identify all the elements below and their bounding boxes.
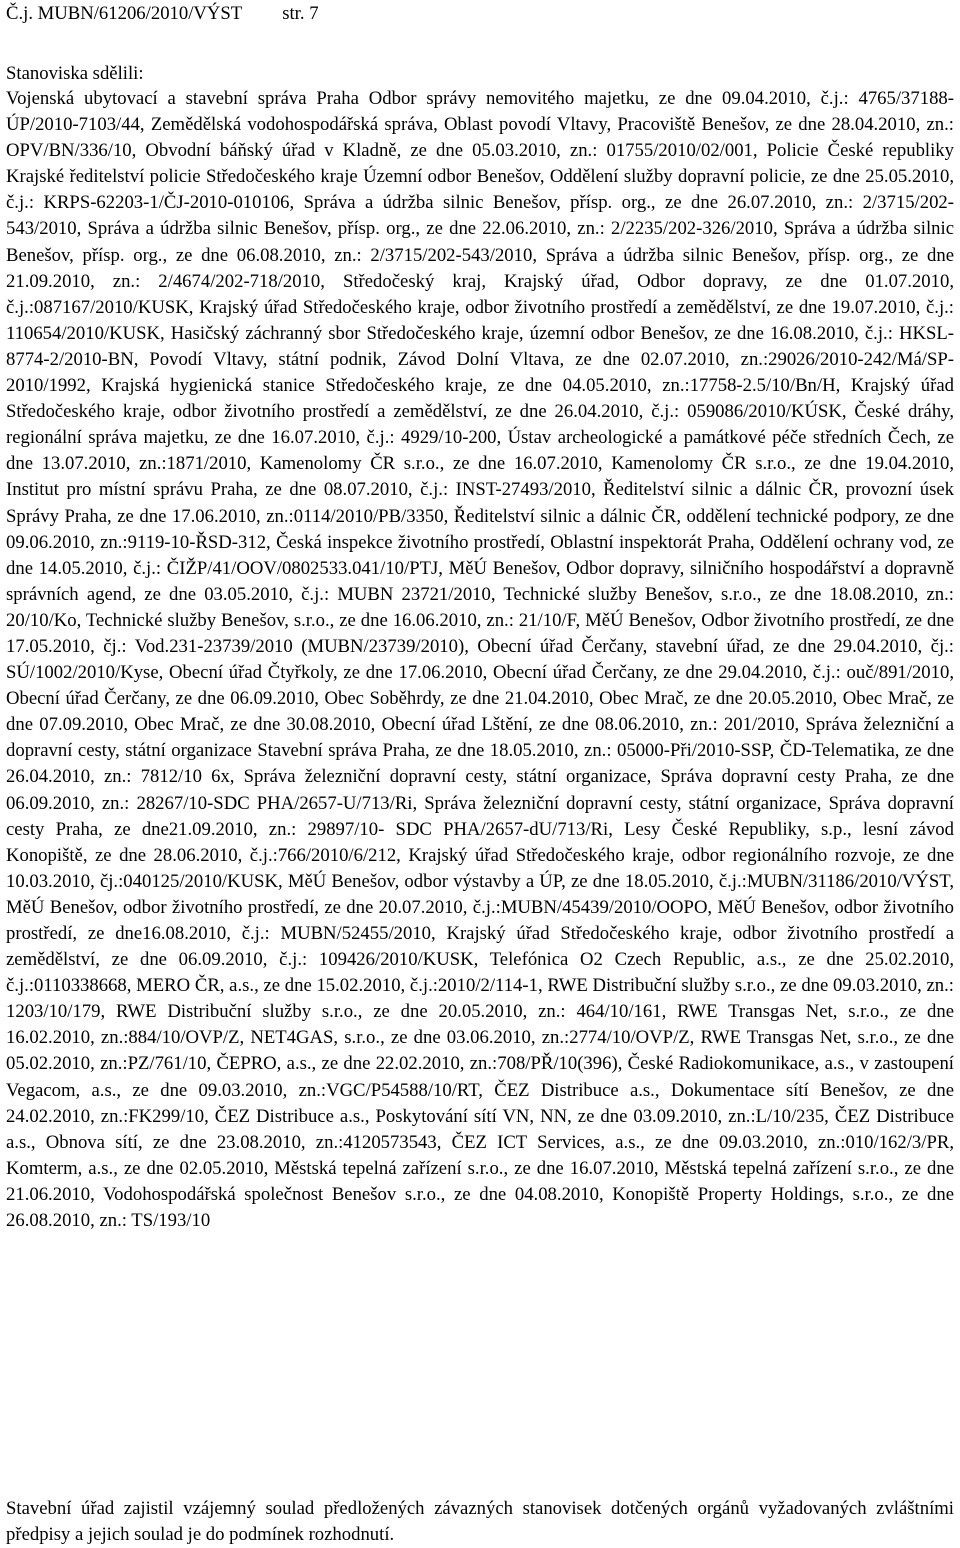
document-reference: Č.j. MUBN/61206/2010/VÝST (6, 3, 243, 24)
page-number: str. 7 (282, 3, 319, 24)
statements-heading: Stanoviska sdělili: (6, 63, 144, 84)
statements-list: Vojenská ubytovací a stavební správa Praha Odbor správy nemovitého majetku, ze dne 09.04.2010, č.j.: 4765/37188-ÚP/2010-7103/44, Zemědělská vodohospodářská správa, Oblast povodí Vltavy, Pracoviště Benešov, ze dne 28.04.2010, zn.: OPV/BN/336/10, Obvodní báňský úřad v Kladně, ze dne 05.03.2010, zn.: 01755/2010/02/001, Policie České republiky Krajské ředitelství policie Středočeského kraje Územní odbor Benešov, Oddělení služby dopravní policie, ze dne 25.05.2010, č.j.: KRPS-62203-1/ČJ-2010-010106, Správa a údržba silnic Benešov, přísp. org., ze dne 26.07.2010, zn.: 2/3715/202-543/2010, Správa a údržba silnic Benešov, přísp. org., ze dne 22.06.2010, zn.: 2/2235/202-326/2010, Správa a údržba silnic Benešov, přísp. org., ze dne 06.08.2010, zn.: 2/3715/202-543/2010, Správa a údržba silnic Benešov, přísp. org., ze dne 21.09.2010, zn.: 2/4674/202-718/2010, Středočeský kraj, Krajský úřad, Odbor dopravy, ze dne 01.07.2010, č.j.:087167/2010/KUSK, Krajský úřad Středočeského kraje, odbor životního prostředí a zemědělství, ze dne 19.07.2010, č.j.: 110654/2010/KUSK, Hasičský záchranný sbor Středočeského kraje, územní odbor Benešov, ze dne 16.08.2010, č.j.: HKSL-8774-2/2010-BN, Povodí Vltavy, státní podnik, Závod Dolní Vltava, ze dne 02.07.2010, zn.:29026/2010-242/Má/SP-2010/1992, Krajská hygienická stanice Středočeského kraje, ze dne 04.05.2010, zn.:17758-2.5/10/Bn/H, Krajský úřad Středočeského kraje, odbor životního prostředí a zemědělství, ze dne 26.04.2010, č.j.: 059086/2010/KÚSK, České dráhy, regionální správa majetku, ze dne 16.07.2010, č.j.: 4929/10-200, Ústav archeologické a památkové péče středních Čech, ze dne 13.07.2010, zn.:1871/2010, Kamenolomy ČR s.r.o., ze dne 16.07.2010, Kamenolomy ČR s.r.o., ze dne 19.04.2010, Institut pro místní správu Praha, ze dne 08.07.2010, č.j.: INST-27493/2010, Ředitelství silnic a dálnic ČR, provozní úsek Správy Praha, ze dne 17.06.2010, zn.:0114/2010/PB/3350, Ředitelství silnic a dálnic ČR, oddělení technické podpory, ze dne 09.06.2010, zn.:9119-10-ŘSD-312, Česká inspekce životního prostředí, Oblastní inspektorát Praha, Oddělení ochrany vod, ze dne 14.05.2010, č.j.: ČIŽP/41/OOV/0802533.041/10/PTJ, MěÚ Benešov, Odbor dopravy, silničního hospodářství a dopravně správních agend, ze dne 03.05.2010, č.j.: MUBN 23721/2010, Technické služby Benešov, s.r.o., ze dne 18.08.2010, zn.: 20/10/Ko, Technické služby Benešov, s.r.o., ze dne 16.06.2010, zn.: 21/10/F, MěÚ Benešov, Odbor životního prostředí, ze dne 17.05.2010, čj.: Vod.231-23739/2010 (MUBN/23739/2010), Obecní úřad Čerčany, stavební úřad, ze dne 29.04.2010, čj.: SÚ/1002/2010/Kyse, Obecní úřad Čtyřkoly, ze dne 17.06.2010, Obecní úřad Čerčany, ze dne 29.04.2010, č.j.: ouč/891/2010, Obecní úřad Čerčany, ze dne 06.09.2010, Obec Soběhrdy, ze dne 21.04.2010, Obec Mrač, ze dne 20.05.2010, Obec Mrač, ze dne 07.09.2010, Obec Mrač, ze dne 30.08.2010, Obecní úřad Lštění, ze dne 08.06.2010, zn.: 201/2010, Správa železniční a dopravní cesty, státní organizace Stavební správa Praha, ze dne 18.05.2010, zn.: 05000-Při/2010-SSP, ČD-Telematika, ze dne 26.04.2010, zn.: 7812/10 6x, Správa železniční dopravní cesty, státní organizace, Správa dopravní cesty Praha, ze dne 06.09.2010, zn.: 28267/10-SDC PHA/2657-U/713/Ri, Správa železniční dopravní cesty, státní organizace, Správa dopravní cesty Praha, ze dne21.09.2010, zn.: 29897/10- SDC PHA/2657-dU/713/Ri, Lesy České Republiky, s.p., lesní závod Konopiště, ze dne 28.06.2010, č.j.:766/2010/6/212, Krajský úřad Středočeského kraje, odbor regionálního rozvoje, ze dne 10.03.2010, čj.:040125/2010/KUSK, MěÚ Benešov, odbor výstavby a ÚP, ze dne 18.05.2010, č.j.:MUBN/31186/2010/VÝST, MěÚ Benešov, odbor životního prostředí, ze dne 20.07.2010, č.j.:MUBN/45439/2010/OOPO, MěÚ Benešov, odbor životního prostředí, ze dne16.08.2010, č.j.: MUBN/52455/2010, Krajský úřad Středočeského kraje, odbor životního prostředí a zemědělství, ze dne 06.09.2010, č.j.: 109426/2010/KUSK, Telefónica O2 Czech Republic, a.s., ze dne 25.02.2010, č.j.:0110338668, MERO ČR, a.s., ze dne 15.02.2010, č.j.:2010/2/114-1, RWE Distribuční služby s.r.o., ze dne 09.03.2010, zn.: 1203/10/179, RWE Distribuční služby s.r.o., ze dne 20.05.2010, zn.: 464/10/161, RWE Transgas Net, s.r.o., ze dne 16.02.2010, zn.:884/10/OVP/Z, NET4GAS, s.r.o., ze dne 03.06.2010, zn.:2774/10/OVP/Z, RWE Transgas Net, s.r.o., ze dne 05.02.2010, zn.:PZ/761/10, ČEPRO, a.s., ze dne 22.02.2010, zn.:708/PŘ/10(396), České Radiokomunikace, a.s., v zastoupení Vegacom, a.s., ze dne 09.03.2010, zn.:VGC/P54588/10/RT, ČEZ Distribuce a.s., Dokumentace sítí Benešov, ze dne 24.02.2010, zn.:FK299/10, ČEZ Distribuce a.s., Poskytování sítí VN, NN, ze dne 03.09.2010, zn.:L/10/235, ČEZ Distribuce a.s., Obnova sítí, ze dne 23.08.2010, zn.:4120573543, ČEZ ICT Services, a.s., ze dne 09.03.2010, zn.:010/162/3/PR, Komterm, a.s., ze dne 02.05.2010, Městská tepelná zařízení s.r.o., ze dne 16.07.2010, Městská tepelná zařízení s.r.o., ze dne 21.06.2010, Vodohospodářská společnost Benešov s.r.o., ze dne 04.08.2010, Konopiště Property Holdings, s.r.o., ze dne 26.08.2010, zn.: TS/193/10 (6, 88, 954, 1232)
page-header (6, 3, 319, 25)
conclusion-paragraph: Stavební úřad zajistil vzájemný soulad předložených závazných stanovisek dotčených orgánů vyžadovaných zvláštními předpisy a jejich soulad je do podmínek rozhodnutí. (6, 1498, 954, 1546)
